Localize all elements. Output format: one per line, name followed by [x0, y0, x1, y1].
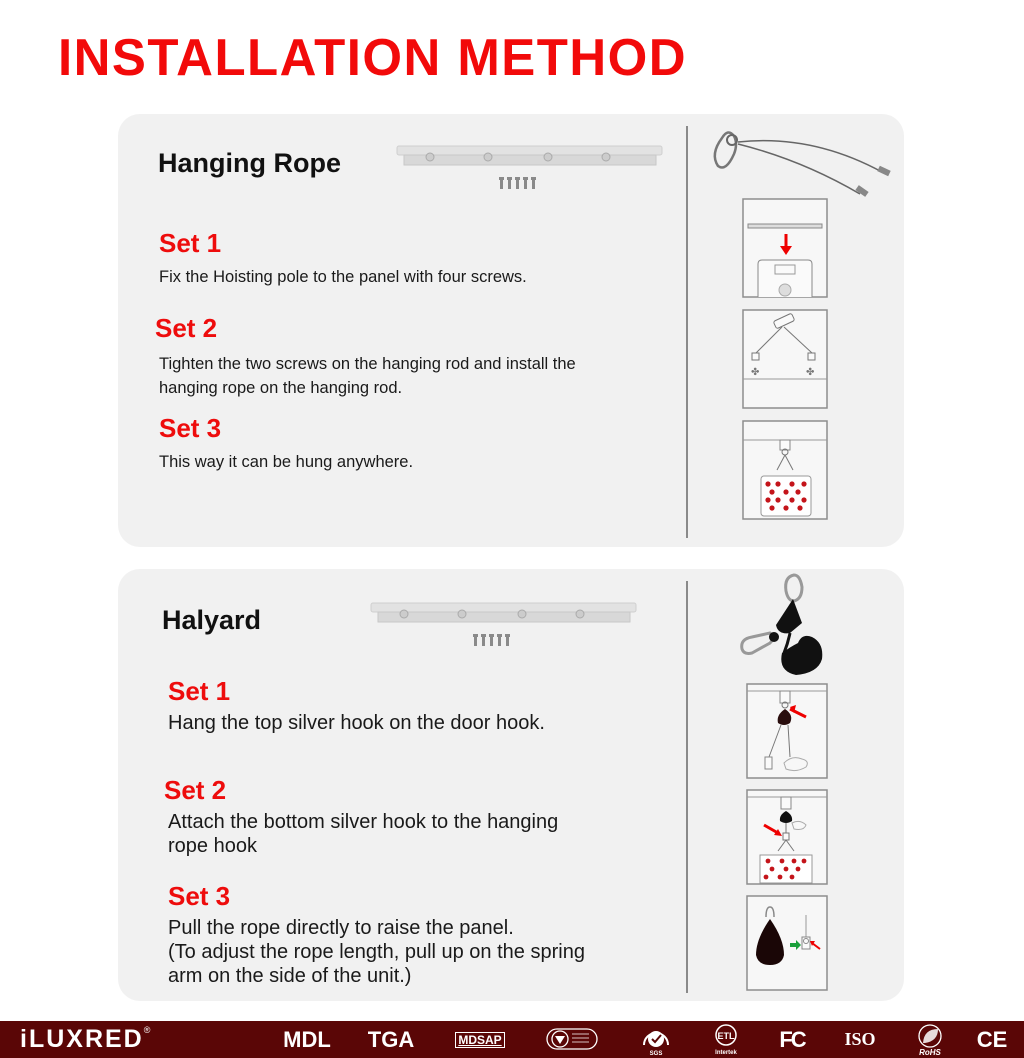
- rope-ratchet-hanger-icon: [738, 573, 838, 677]
- section-title: Hanging Rope: [158, 148, 341, 178]
- attach-rail-diagram: [742, 198, 828, 298]
- svg-text:RoHS: RoHS: [919, 1048, 941, 1057]
- step-2-text-line2: hanging rope on the hanging rod.: [159, 379, 403, 397]
- brand-name: iLUXRED: [20, 1025, 144, 1053]
- svg-text:Intertek: Intertek: [715, 1050, 737, 1056]
- tga-cert-icon: TGA: [367, 1026, 415, 1052]
- iso-cert-icon: ISO: [844, 1029, 876, 1049]
- step-3-text: This way it can be hung anywhere.: [159, 453, 414, 471]
- step-1-text: Hang the top silver hook on the door hook.: [168, 712, 545, 734]
- spring-arm-diagram: [746, 895, 828, 991]
- step-2-text-line1: Attach the bottom silver hook to the hanging: [168, 811, 559, 833]
- step-2-label: Set 2: [155, 313, 218, 343]
- halyard-section: [118, 569, 904, 1001]
- rope-on-rod-diagram: [742, 309, 828, 409]
- mdl-cert-icon: MDL: [283, 1026, 331, 1052]
- registered-mark: ®: [143, 1025, 151, 1035]
- svg-text:✤: ✤: [751, 367, 760, 378]
- step-3-text-line3: arm on the side of the unit.): [168, 965, 412, 987]
- hung-panel-diagram: [742, 420, 828, 520]
- hanging-rope-section: [118, 114, 904, 547]
- step-3-label: Set 3: [159, 413, 222, 443]
- screws-icon: [473, 634, 510, 646]
- certification-footer: [0, 1021, 1024, 1058]
- hook-on-ceiling-diagram: [746, 683, 828, 779]
- step-2-label: Set 2: [164, 775, 227, 805]
- section-divider: [686, 581, 688, 993]
- step-1-label: Set 1: [168, 676, 231, 706]
- svg-text:ETL: ETL: [717, 1031, 735, 1041]
- svg-text:✤: ✤: [806, 367, 815, 378]
- step-3-text-line2: (To adjust the rope length, pull up on the spring: [168, 941, 585, 963]
- step-1-text: Fix the Hoisting pole to the panel with four screws.: [159, 268, 527, 286]
- svg-text:SGS: SGS: [649, 1051, 663, 1057]
- hoisting-rail-icon: [396, 144, 664, 194]
- sgs-cert-icon: [636, 1021, 676, 1058]
- step-3-text-line1: Pull the rope directly to raise the panel.: [168, 917, 514, 939]
- page-title: INSTALLATION METHOD: [58, 29, 688, 87]
- mdsap-cert-icon: [451, 1021, 509, 1058]
- ce-cert-icon: CE: [976, 1026, 1008, 1052]
- step-2-text-line1: Tighten the two screws on the hanging rod and install the: [159, 355, 576, 373]
- section-title: Halyard: [162, 605, 262, 635]
- mdsap-label: MDSAP: [455, 1032, 504, 1048]
- section-divider: [686, 126, 688, 538]
- rohs-cert-icon: [912, 1021, 948, 1058]
- hoisting-rail-icon: [370, 601, 638, 651]
- etl-intertek-cert-icon: [708, 1021, 744, 1058]
- step-3-label: Set 3: [168, 881, 231, 911]
- fcc-cert-icon: FC: [779, 1026, 805, 1052]
- iso-13485-cert-icon: [545, 1021, 599, 1058]
- brand-logo: [20, 1025, 150, 1054]
- steel-wire-hanger-icon: [702, 124, 892, 200]
- attach-panel-diagram: [746, 789, 828, 885]
- step-2-text-line2: rope hook: [168, 835, 257, 857]
- step-1-label: Set 1: [159, 228, 222, 258]
- screws-icon: [499, 177, 536, 189]
